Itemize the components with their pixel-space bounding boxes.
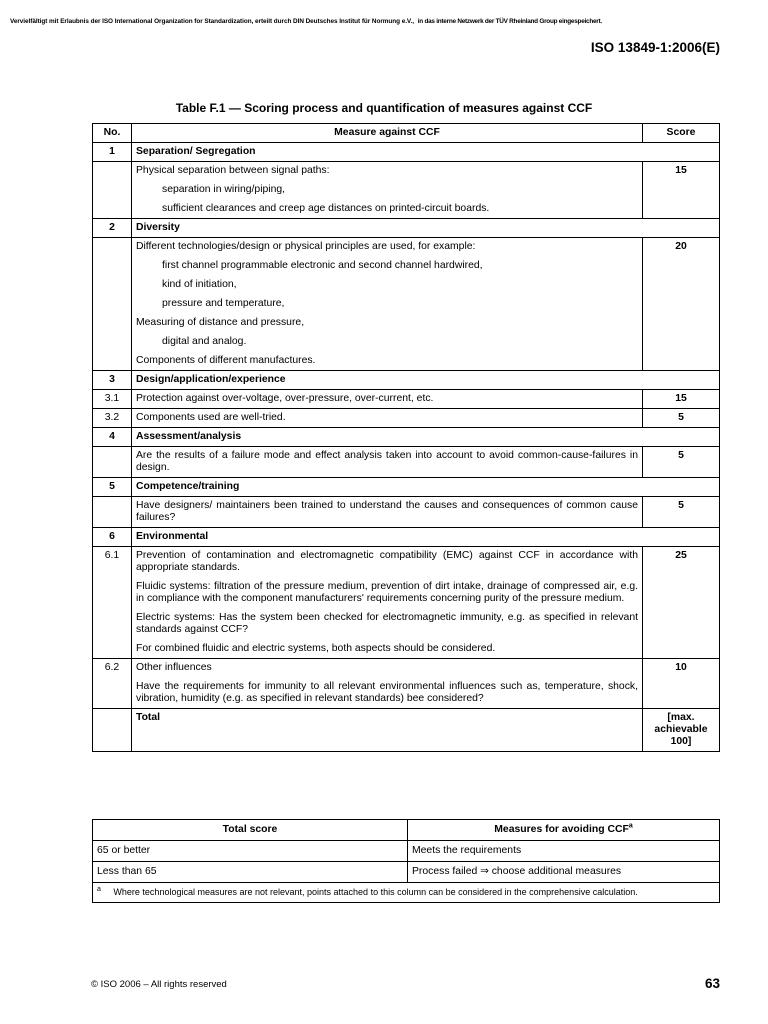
section-title: Competence/training xyxy=(132,478,720,497)
notice-part-1: Vervielfältigt mit Erlaubnis der ISO International Organization for Standardization, erteilt durch DIN Deutsches Institut für Normung e.V., xyxy=(10,18,415,25)
score-cell: 10 xyxy=(643,659,720,709)
measure-cell: Have designers/ maintainers been trained to understand the causes and consequences of common cause failures? xyxy=(132,497,643,528)
measure-row xyxy=(93,659,720,709)
measure-cell xyxy=(132,238,643,371)
header-total-score: Total score xyxy=(93,820,408,841)
footnote-text: Where technological measures are not relevant, points attached to this column can be considered in the comprehensive calculation. xyxy=(113,887,638,897)
score-cell: 25 xyxy=(643,547,720,659)
section-row xyxy=(93,143,720,162)
measure-cell xyxy=(132,162,643,219)
table-header-row xyxy=(93,124,720,143)
section-row xyxy=(93,219,720,238)
section-row xyxy=(93,528,720,547)
measure-line: digital and analog. xyxy=(162,336,247,347)
measure-line: Different technologies/design or physical principles are used, for example: xyxy=(136,241,476,252)
measure-line: first channel programmable electronic and second channel hardwired, xyxy=(162,260,483,271)
measure-paragraph: Fluidic systems: filtration of the pressure medium, prevention of dirt intake, drainage of compressed air, e.g. in compliance with the component manufacturers' requirements concerning purity of the pressure medium. xyxy=(136,581,638,604)
section-no: 4 xyxy=(93,428,132,447)
document-id: ISO 13849-1:2006(E) xyxy=(590,40,720,55)
footnote-ref: a xyxy=(628,822,633,830)
measure-line: pressure and temperature, xyxy=(162,298,285,309)
measure-paragraph: Other influences xyxy=(136,662,212,673)
header-measure: Measure against CCF xyxy=(132,124,643,143)
measure-row xyxy=(93,497,720,528)
section-no: 5 xyxy=(93,478,132,497)
score-row xyxy=(93,841,720,862)
section-no: 6 xyxy=(93,528,132,547)
measure-paragraph: Prevention of contamination and electromagnetic compatibility (EMC) against CCF in accordance with appropriate standards. xyxy=(136,550,638,573)
reproduction-notice xyxy=(10,18,760,25)
measure-cell: Components used are well-tried. xyxy=(132,409,643,428)
measure-paragraph: For combined fluidic and electric systems, both aspects should be considered. xyxy=(136,643,496,654)
section-no: 1 xyxy=(93,143,132,162)
measure-cell: Are the results of a failure mode and effect analysis taken into account to avoid common-cause-failures in design. xyxy=(132,447,643,478)
footnote-row xyxy=(93,883,720,903)
header-measures-avoiding xyxy=(408,820,720,841)
measure-line: separation in wiring/piping, xyxy=(162,184,286,195)
header-no: No. xyxy=(93,124,132,143)
measure-line: sufficient clearances and creep age distances on printed-circuit boards. xyxy=(162,203,490,214)
score-cell: 5 xyxy=(643,447,720,478)
header-score: Score xyxy=(643,124,720,143)
score-cell: 20 xyxy=(643,238,720,371)
page-number: 63 xyxy=(704,976,720,991)
score-range: 65 or better xyxy=(93,841,408,862)
score-range: Less than 65 xyxy=(93,862,408,883)
score-result: Meets the requirements xyxy=(408,841,720,862)
score-cell: 15 xyxy=(643,390,720,409)
total-score-line: 100] xyxy=(670,736,692,747)
table-title: Table F.1 — Scoring process and quantification of measures against CCF xyxy=(175,101,593,115)
footnote xyxy=(93,883,720,903)
ccf-scoring-table xyxy=(92,123,720,752)
score-result: Process failed ⇒ choose additional measures xyxy=(408,862,720,883)
section-title: Design/application/experience xyxy=(132,371,720,390)
notice-part-2: in das interne Netzwerk der TÜV Rheinland Group eingespeichert. xyxy=(417,18,602,25)
score-table-header xyxy=(93,820,720,841)
measure-line: Measuring of distance and pressure, xyxy=(136,317,305,328)
subsection-no: 6.1 xyxy=(93,547,132,659)
copyright: © ISO 2006 – All rights reserved xyxy=(91,979,227,990)
measure-row xyxy=(93,238,720,371)
section-title: Separation/ Segregation xyxy=(132,143,720,162)
measure-row xyxy=(93,447,720,478)
total-score-table xyxy=(92,819,720,903)
score-cell: 5 xyxy=(643,409,720,428)
section-title: Diversity xyxy=(132,219,720,238)
measure-row xyxy=(93,409,720,428)
score-cell: 15 xyxy=(643,162,720,219)
total-score xyxy=(643,709,720,752)
section-no: 3 xyxy=(93,371,132,390)
measure-paragraph: Electric systems: Has the system been checked for electromagnetic immunity, e.g. as specified in relevant standards against CCF? xyxy=(136,612,638,635)
footnote-mark: a xyxy=(97,886,101,893)
subsection-no: 3.2 xyxy=(93,409,132,428)
section-row xyxy=(93,371,720,390)
section-title: Assessment/analysis xyxy=(132,428,720,447)
measure-row xyxy=(93,390,720,409)
measure-line: kind of initiation, xyxy=(162,279,237,290)
section-no: 2 xyxy=(93,219,132,238)
measure-row xyxy=(93,547,720,659)
measure-row xyxy=(93,162,720,219)
total-label: Total xyxy=(132,709,643,752)
total-row xyxy=(93,709,720,752)
measure-paragraph: Have the requirements for immunity to all relevant environmental influences such as, temperature, shock, vibration, humidity (e.g. as specified in relevant standards) bee considered? xyxy=(136,681,638,704)
score-row xyxy=(93,862,720,883)
section-row xyxy=(93,478,720,497)
section-row xyxy=(93,428,720,447)
section-title: Environmental xyxy=(132,528,720,547)
subsection-no: 6.2 xyxy=(93,659,132,709)
subsection-no: 3.1 xyxy=(93,390,132,409)
header-measures-label: Measures for avoiding CCF xyxy=(494,824,629,835)
measure-line: Physical separation between signal paths: xyxy=(136,165,330,176)
total-score-line: achievable xyxy=(654,724,708,735)
measure-cell: Protection against over-voltage, over-pressure, over-current, etc. xyxy=(132,390,643,409)
measure-cell xyxy=(132,659,643,709)
measure-line: Components of different manufactures. xyxy=(136,355,316,366)
measure-cell xyxy=(132,547,643,659)
score-cell: 5 xyxy=(643,497,720,528)
total-score-line: [max. xyxy=(667,712,695,723)
